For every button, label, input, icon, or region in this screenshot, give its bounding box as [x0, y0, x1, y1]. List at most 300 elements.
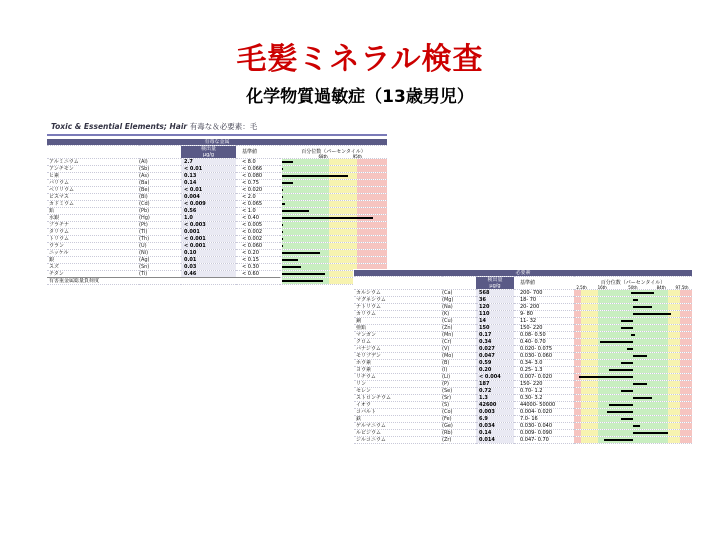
element-symbol: (Tl): [139, 229, 181, 236]
reference-range: 150- 220: [514, 325, 574, 332]
element-name: ジルコニウム: [354, 437, 442, 444]
result-bar: [282, 217, 373, 219]
element-name: クロム: [354, 339, 442, 346]
result-bar: [621, 362, 633, 364]
result-bar: [633, 299, 638, 301]
toxic-column-header: [47, 146, 387, 159]
range-zone: [329, 201, 357, 207]
range-zone: [581, 353, 598, 359]
element-symbol: (Cr): [442, 339, 476, 346]
reference-range: 11- 32: [514, 318, 574, 325]
essential-row: [354, 325, 692, 332]
result-bar: [282, 273, 325, 275]
element-name: 銅: [354, 318, 442, 325]
essential-column-header: [354, 277, 692, 290]
range-zone: [668, 346, 680, 352]
range-zone: [668, 409, 680, 415]
range-zone: [581, 437, 598, 443]
element-name: スズ: [47, 264, 139, 271]
ref-col-header: 基準値: [514, 277, 574, 290]
reference-range: < 0.060: [236, 243, 280, 250]
element-symbol: (Ge): [442, 423, 476, 430]
percentile-bar: [574, 409, 692, 416]
percentile-col-header: 百分位数（パーセンタイル） 68th 95th: [280, 146, 387, 159]
result-bar: [621, 390, 633, 392]
toxic-row: [47, 180, 387, 187]
toxic-row: [47, 257, 387, 264]
toxic-row: [47, 271, 387, 278]
result-bar: [282, 238, 283, 240]
reference-range: 0.004- 0.020: [514, 409, 574, 416]
toxic-row: [47, 187, 387, 194]
range-zone: [668, 381, 680, 387]
reference-range: 200- 700: [514, 290, 574, 297]
slide-title: 毛髪ミネラル検査: [236, 42, 484, 77]
range-zone: [581, 360, 598, 366]
range-zone: [574, 395, 581, 401]
result-bar: [282, 224, 283, 226]
range-zone: [680, 374, 692, 380]
result-value: 0.004: [181, 194, 236, 201]
percentile-bar: [574, 395, 692, 402]
range-zone: [357, 222, 387, 228]
toxic-row: [47, 222, 387, 229]
reference-range: < 0.020: [236, 187, 280, 194]
element-name: ウラン: [47, 243, 139, 250]
toxic-row: [47, 194, 387, 201]
range-zone: [574, 430, 581, 436]
element-symbol: (Li): [442, 374, 476, 381]
toxic-row: [47, 166, 387, 173]
result-value: 0.46: [181, 271, 236, 278]
range-zone: [329, 271, 357, 277]
reference-range: 9- 80: [514, 311, 574, 318]
result-value: 0.027: [476, 346, 514, 353]
result-value: 0.01: [181, 257, 236, 264]
percentile-bar: [280, 180, 387, 187]
result-col-header: 検出量 µg/g: [181, 146, 236, 159]
header-rule: [47, 134, 387, 136]
percentile-bar: [574, 367, 692, 374]
range-zone: [329, 208, 357, 214]
percentile-bar: [280, 173, 387, 180]
element-name: ゲルマニウム: [354, 423, 442, 430]
range-zone: [680, 402, 692, 408]
percentile-bar: [574, 437, 692, 444]
result-value: 0.014: [476, 437, 514, 444]
range-zone: [329, 180, 357, 186]
percentile-bar: [574, 290, 692, 297]
element-name: リチウム: [354, 374, 442, 381]
percentile-bar: [280, 236, 387, 243]
element-name: カルシウム: [354, 290, 442, 297]
element-symbol: (Mn): [442, 332, 476, 339]
essential-row: [354, 367, 692, 374]
range-zone: [680, 353, 692, 359]
result-bar: [282, 175, 348, 177]
result-bar: [282, 203, 285, 205]
essential-row: [354, 304, 692, 311]
element-name: チタン: [47, 271, 139, 278]
percentile-bar: [574, 297, 692, 304]
range-zone: [329, 229, 357, 235]
range-zone: [574, 416, 581, 422]
reference-range: 0.030- 0.060: [514, 353, 574, 360]
element-symbol: (Mg): [442, 297, 476, 304]
range-zone: [581, 402, 598, 408]
essential-row: [354, 416, 692, 423]
range-zone: [598, 346, 669, 352]
reference-range: 0.70- 1.2: [514, 388, 574, 395]
range-zone: [581, 430, 598, 436]
range-zone: [329, 278, 357, 284]
percentile-bar: [574, 381, 692, 388]
reference-range: < 0.065: [236, 201, 280, 208]
range-zone: [574, 318, 581, 324]
range-zone: [581, 381, 598, 387]
essential-row: [354, 360, 692, 367]
percentile-bar: [574, 423, 692, 430]
result-bar: [604, 439, 634, 441]
percentile-col-header: 百分位数（パーセンタイル） 2.5th 16th 50th 84th 97.5th: [574, 277, 692, 290]
essential-row: [354, 381, 692, 388]
percentile-bar: [574, 416, 692, 423]
range-zone: [574, 339, 581, 345]
element-name: 水銀: [47, 215, 139, 222]
percentile-bar: [280, 257, 387, 264]
range-zone: [680, 437, 692, 443]
element-name: アンチモン: [47, 166, 139, 173]
toxic-table: [47, 139, 387, 285]
range-zone: [668, 290, 680, 296]
range-zone: [680, 367, 692, 373]
range-zone: [574, 325, 581, 331]
range-zone: [581, 416, 598, 422]
range-zone: [581, 409, 598, 415]
reference-range: 0.030- 0.040: [514, 423, 574, 430]
range-zone: [282, 236, 329, 242]
range-zone: [329, 250, 357, 256]
ref-col-header: 基準値: [236, 146, 280, 159]
range-zone: [581, 311, 598, 317]
element-symbol: (Ti): [139, 271, 181, 278]
reference-range: 0.047- 0.70: [514, 437, 574, 444]
percentile-bar: [574, 318, 692, 325]
range-zone: [668, 332, 680, 338]
range-zone: [357, 201, 387, 207]
result-value: 1.0: [181, 215, 236, 222]
essential-row: [354, 374, 692, 381]
reference-range: 0.08- 0.50: [514, 332, 574, 339]
result-bar: [282, 259, 298, 261]
range-zone: [680, 311, 692, 317]
tick-16th: 16th: [597, 285, 607, 290]
range-zone: [680, 409, 692, 415]
result-bar: [621, 327, 633, 329]
result-value: 0.14: [476, 430, 514, 437]
reference-range: 0.020- 0.075: [514, 346, 574, 353]
range-zone: [668, 374, 680, 380]
result-bar: [282, 245, 283, 247]
range-zone: [668, 304, 680, 310]
essential-row: [354, 318, 692, 325]
essential-row: [354, 346, 692, 353]
element-symbol: (Rb): [442, 430, 476, 437]
result-value: 0.003: [476, 409, 514, 416]
range-zone: [282, 166, 329, 172]
element-name: トリウム: [47, 236, 139, 243]
toxic-row: [47, 173, 387, 180]
range-zone: [668, 402, 680, 408]
range-zone: [574, 304, 581, 310]
range-zone: [668, 318, 680, 324]
range-zone: [574, 290, 581, 296]
reference-range: 0.34- 3.0: [514, 360, 574, 367]
percentile-bar: [280, 229, 387, 236]
toxic-row: [47, 229, 387, 236]
result-bar: [282, 280, 323, 282]
result-value: 0.03: [181, 264, 236, 271]
result-bar: [282, 196, 283, 198]
element-symbol: (Ba): [139, 180, 181, 187]
tick-84th: 84th: [656, 285, 666, 290]
range-zone: [329, 264, 357, 270]
range-zone: [680, 360, 692, 366]
range-zone: [668, 353, 680, 359]
range-zone: [574, 311, 581, 317]
result-value: 0.047: [476, 353, 514, 360]
range-zone: [574, 423, 581, 429]
element-symbol: (V): [442, 346, 476, 353]
range-zone: [680, 423, 692, 429]
reference-range: < 8.0: [236, 159, 280, 166]
element-name: アルミニウム: [47, 159, 139, 166]
element-name: バナジウム: [354, 346, 442, 353]
range-zone: [680, 430, 692, 436]
element-symbol: (B): [442, 360, 476, 367]
tick-50th: 50th: [628, 285, 638, 290]
reference-range: < 0.75: [236, 180, 280, 187]
range-zone: [680, 325, 692, 331]
element-name: 亜鉛: [354, 325, 442, 332]
range-zone: [581, 318, 598, 324]
percentile-bar: [574, 402, 692, 409]
element-symbol: (P): [442, 381, 476, 388]
range-zone: [668, 430, 680, 436]
element-name: 銀: [47, 257, 139, 264]
percentile-bar: [280, 208, 387, 215]
element-name: セレン: [354, 388, 442, 395]
essential-row: [354, 311, 692, 318]
percentile-bar: [574, 374, 692, 381]
tick-68th: 68th: [318, 154, 328, 159]
reference-range: < 2.0: [236, 194, 280, 201]
essential-row: [354, 388, 692, 395]
essential-row: [354, 430, 692, 437]
report-header-en: Toxic & Essential Elements; Hair: [51, 122, 188, 131]
percentile-bar: [280, 201, 387, 208]
reference-range: < 0.005: [236, 222, 280, 229]
element-symbol: (Al): [139, 159, 181, 166]
element-name: マンガン: [354, 332, 442, 339]
toxic-row: [47, 159, 387, 166]
range-zone: [574, 381, 581, 387]
result-value: 120: [476, 304, 514, 311]
element-symbol: (Mo): [442, 353, 476, 360]
element-name: マグネシウム: [354, 297, 442, 304]
result-value: < 0.001: [181, 243, 236, 250]
result-value: 187: [476, 381, 514, 388]
element-symbol: (Sn): [139, 264, 181, 271]
element-name: イオウ: [354, 402, 442, 409]
range-zone: [357, 208, 387, 214]
range-zone: [357, 187, 387, 193]
result-bar: [631, 334, 636, 336]
range-zone: [581, 395, 598, 401]
percentile-bar: [280, 250, 387, 257]
result-value: < 0.001: [181, 236, 236, 243]
result-bar: [282, 168, 283, 170]
result-value: < 0.01: [181, 187, 236, 194]
result-bar: [621, 320, 633, 322]
reference-range: < 0.080: [236, 173, 280, 180]
toxic-footer-row: [47, 278, 387, 285]
range-zone: [581, 388, 598, 394]
element-symbol: (Bi): [139, 194, 181, 201]
toxic-elements-panel: [47, 121, 387, 285]
reference-range: 44000- 50000: [514, 402, 574, 409]
result-value: 568: [476, 290, 514, 297]
essential-row: [354, 409, 692, 416]
essential-row: [354, 339, 692, 346]
element-symbol: (S): [442, 402, 476, 409]
result-value: 0.17: [476, 332, 514, 339]
element-name: ナトリウム: [354, 304, 442, 311]
percentile-bar: [574, 304, 692, 311]
result-bar: [282, 189, 283, 191]
result-bar: [633, 383, 647, 385]
range-zone: [282, 229, 329, 235]
range-zone: [668, 367, 680, 373]
range-zone: [282, 194, 329, 200]
reference-range: 0.30- 3.2: [514, 395, 574, 402]
range-zone: [574, 388, 581, 394]
element-symbol: (Pt): [139, 222, 181, 229]
reference-range: < 0.30: [236, 264, 280, 271]
result-value: 0.001: [181, 229, 236, 236]
percentile-bar: [574, 430, 692, 437]
tick-95th: 95th: [352, 154, 362, 159]
result-bar: [282, 231, 283, 233]
result-bar: [282, 252, 319, 254]
element-symbol: (I): [442, 367, 476, 374]
result-bar: [600, 341, 633, 343]
toxic-row: [47, 236, 387, 243]
range-zone: [357, 257, 387, 263]
reference-range: < 0.40: [236, 215, 280, 222]
reference-range: < 0.20: [236, 250, 280, 257]
element-symbol: (Fe): [442, 416, 476, 423]
result-bar: [633, 313, 671, 315]
essential-row: [354, 402, 692, 409]
reference-range: < 0.15: [236, 257, 280, 264]
result-bar: [631, 292, 655, 294]
element-name: ルビジウム: [354, 430, 442, 437]
percentile-bar: [280, 222, 387, 229]
percentile-bar: [574, 353, 692, 360]
result-value: < 0.01: [181, 166, 236, 173]
element-symbol: (Sr): [442, 395, 476, 402]
result-bar: [633, 355, 647, 357]
range-zone: [668, 325, 680, 331]
element-symbol: (Cd): [139, 201, 181, 208]
percentile-bar: [574, 339, 692, 346]
result-value: 0.72: [476, 388, 514, 395]
essential-row: [354, 290, 692, 297]
range-zone: [668, 297, 680, 303]
range-zone: [574, 346, 581, 352]
essential-elements-panel: [354, 270, 692, 444]
result-value: 0.59: [476, 360, 514, 367]
element-symbol: (Zn): [442, 325, 476, 332]
range-zone: [680, 346, 692, 352]
result-bar: [282, 210, 309, 212]
tick-97-5th: 97.5th: [675, 285, 689, 290]
result-bar: [627, 348, 633, 350]
reference-range: 20- 200: [514, 304, 574, 311]
percentile-bar: [280, 166, 387, 173]
range-zone: [329, 194, 357, 200]
range-zone: [357, 159, 387, 165]
toxic-row: [47, 201, 387, 208]
essential-row: [354, 353, 692, 360]
reference-range: < 0.60: [236, 271, 280, 278]
essential-row: [354, 423, 692, 430]
element-symbol: (Th): [139, 236, 181, 243]
result-value: 2.7: [181, 159, 236, 166]
reference-range: < 0.066: [236, 166, 280, 173]
element-symbol: (Na): [442, 304, 476, 311]
range-zone: [329, 222, 357, 228]
element-name: ニッケル: [47, 250, 139, 257]
range-zone: [680, 395, 692, 401]
range-zone: [282, 187, 329, 193]
result-value: < 0.003: [181, 222, 236, 229]
result-value: 36: [476, 297, 514, 304]
toxic-row: [47, 264, 387, 271]
result-value: 0.20: [476, 367, 514, 374]
element-name: コバルト: [354, 409, 442, 416]
range-zone: [329, 257, 357, 263]
range-zone: [574, 409, 581, 415]
range-zone: [574, 367, 581, 373]
slide-subtitle: 化学物質過敏症（13歳男児）: [246, 87, 474, 107]
element-name: プラチナ: [47, 222, 139, 229]
reference-range: < 0.002: [236, 229, 280, 236]
toxic-row: [47, 243, 387, 250]
element-name: バリウム: [47, 180, 139, 187]
range-zone: [574, 437, 581, 443]
percentile-bar: [574, 360, 692, 367]
reference-range: 7.0- 16: [514, 416, 574, 423]
result-bar: [282, 266, 301, 268]
element-symbol: (Se): [442, 388, 476, 395]
range-zone: [680, 297, 692, 303]
range-zone: [680, 381, 692, 387]
percentile-bar: [574, 325, 692, 332]
result-value: 0.34: [476, 339, 514, 346]
essential-row: [354, 437, 692, 444]
